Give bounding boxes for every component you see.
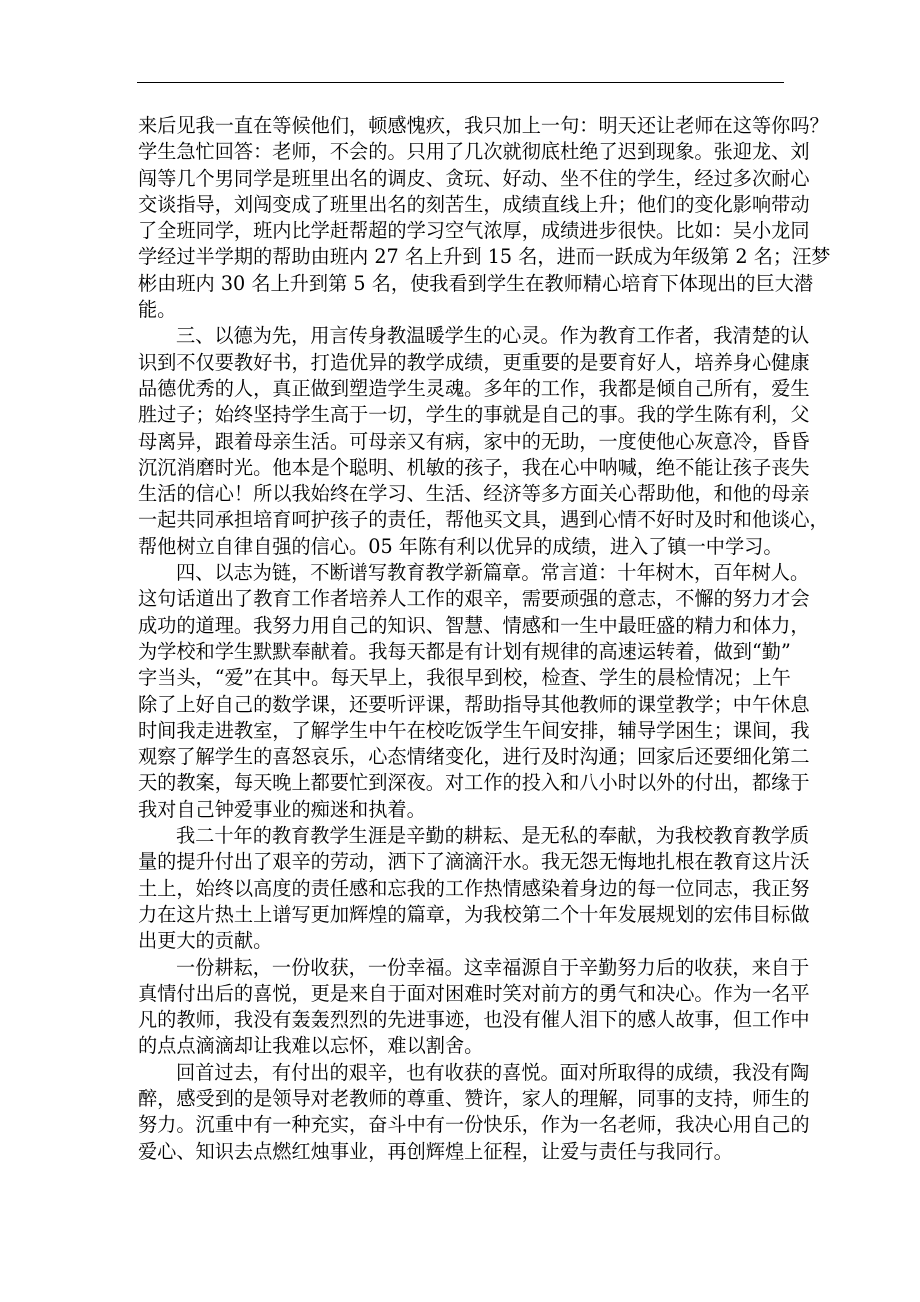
text-line: 帮他树立自律自强的信心。05 年陈有利以优异的成绩，进入了镇一中学习。 [138, 534, 783, 558]
text-line: 这句话道出了教育工作者培养人工作的艰辛，需要顽强的意志，不懈的努力才会 [138, 587, 810, 611]
paragraph [138, 823, 810, 954]
text-line: 回首过去，有付出的艰辛，也有收获的喜悦。面对所取得的成绩，我没有陶 [176, 1060, 810, 1084]
text-line: 醉，感受到的是领导对老教师的尊重、赞许，家人的理解，同事的支持，师生的 [138, 1086, 810, 1110]
text-line: 能。 [138, 298, 177, 322]
paragraph [138, 113, 831, 323]
text-line: 我对自己钟爱事业的痴迷和执着。 [138, 797, 426, 821]
text-line: 四、以志为链，不断谱写教育教学新篇章。常言道：十年树木，百年树人。 [176, 561, 810, 585]
paragraph [138, 323, 829, 560]
paragraph [138, 1060, 810, 1165]
text-line: 凡的教师，我没有轰轰烈烈的先进事迹，也没有催人泪下的感人故事，但工作中 [138, 1008, 810, 1032]
body-text [138, 113, 831, 1165]
text-line: 观察了解学生的喜怒哀乐，心态情绪变化，进行及时沟通；回家后还要细化第二 [138, 745, 810, 769]
text-line: 母离异，跟着母亲生活。可母亲又有病，家中的无助，一度使他心灰意冷，昏昏 [138, 429, 810, 453]
text-line: 我二十年的教育教学生涯是辛勤的耕耘、是无私的奉献，为我校教育教学质 [176, 824, 810, 848]
paragraph [138, 955, 810, 1060]
text-line: 成功的道理。我努力用自己的知识、智慧、情感和一生中最旺盛的精力和体力， [138, 613, 810, 637]
text-line: 力在这片热土上谱写更加辉煌的篇章，为我校第二个十年发展规划的宏伟目标做 [138, 902, 810, 926]
text-line: 天的教案，每天晚上都要忙到深夜。对工作的投入和八小时以外的付出，都缘于 [138, 771, 810, 795]
text-line: 交谈指导，刘闯变成了班里出名的刻苦生，成绩直线上升；他们的变化影响带动 [138, 192, 810, 216]
text-line: 一份耕耘，一份收获，一份幸福。这幸福源自于辛勤努力后的收获，来自于 [176, 955, 810, 979]
text-line: 学经过半学期的帮助由班内 27 名上升到 15 名，进而一跃成为年级第 2 名；汪梦 [138, 245, 831, 269]
text-line: 品德优秀的人，真正做到塑造学生灵魂。多年的工作，我都是倾自己所有，爱生 [138, 376, 810, 400]
text-line: 了全班同学，班内比学赶帮超的学习空气浓厚，成绩进步很快。比如：吴小龙同 [138, 219, 810, 243]
text-line: 胜过子；始终坚持学生高于一切，学生的事就是自己的事。我的学生陈有利，父 [138, 403, 810, 427]
text-line: 的点点滴滴却让我难以忘怀，难以割舍。 [138, 1034, 484, 1058]
header-rule [137, 82, 784, 83]
text-line: 真情付出后的喜悦，更是来自于面对困难时笑对前方的勇气和决心。作为一名平 [138, 981, 810, 1005]
text-line: 生活的信心！所以我始终在学习、生活、经济等多方面关心帮助他，和他的母亲 [138, 482, 810, 506]
text-line: 一起共同承担培育呵护孩子的责任，帮他买文具，遇到心情不好时及时和他谈心， [138, 508, 829, 532]
text-line: 努力。沉重中有一种充实，奋斗中有一份快乐，作为一名老师，我决心用自己的 [138, 1113, 810, 1137]
text-line: 土上，始终以高度的责任感和忘我的工作热情感染着身边的每一位同志，我正努 [138, 876, 810, 900]
text-line: 字当头，“爱”在其中。每天早上，我很早到校，检查、学生的晨检情况；上午 [138, 666, 791, 690]
text-line: 学生急忙回答：老师，不会的。只用了几次就彻底杜绝了迟到现象。张迎龙、刘 [138, 140, 810, 164]
text-line: 三、以德为先，用言传身教温暖学生的心灵。作为教育工作者，我清楚的认 [176, 324, 810, 348]
text-line: 沉沉消磨时光。他本是个聪明、机敏的孩子，我在心中呐喊，绝不能让孩子丧失 [138, 455, 810, 479]
text-line: 除了上好自己的数学课，还要听评课，帮助指导其他教师的课堂教学；中午休息 [138, 692, 810, 716]
text-line: 彬由班内 30 名上升到第 5 名，使我看到学生在教师精心培育下体现出的巨大潜 [138, 271, 814, 295]
text-line: 量的提升付出了艰辛的劳动，洒下了滴滴汗水。我无怨无悔地扎根在教育这片沃 [138, 850, 810, 874]
text-line: 识到不仅要教好书，打造优异的教学成绩，更重要的是要育好人，培养身心健康 [138, 350, 810, 374]
text-line: 闯等几个男同学是班里出名的调皮、贪玩、好动、坐不住的学生，经过多次耐心 [138, 166, 810, 190]
text-line: 爱心、知识去点燃红烛事业，再创辉煌上征程，让爱与责任与我同行。 [138, 1139, 733, 1163]
text-line: 来后见我一直在等候他们，顿感愧疚，我只加上一句：明天还让老师在这等你吗？ [138, 114, 829, 137]
text-line: 为学校和学生默默奉献着。我每天都是有计划有规律的高速运转着，做到“勤” [138, 639, 791, 663]
text-line: 出更大的贡献。 [138, 929, 273, 953]
paragraph [138, 560, 810, 823]
text-line: 时间我走进教室，了解学生中午在校吃饭学生午间安排，辅导学困生；课间，我 [138, 718, 810, 742]
